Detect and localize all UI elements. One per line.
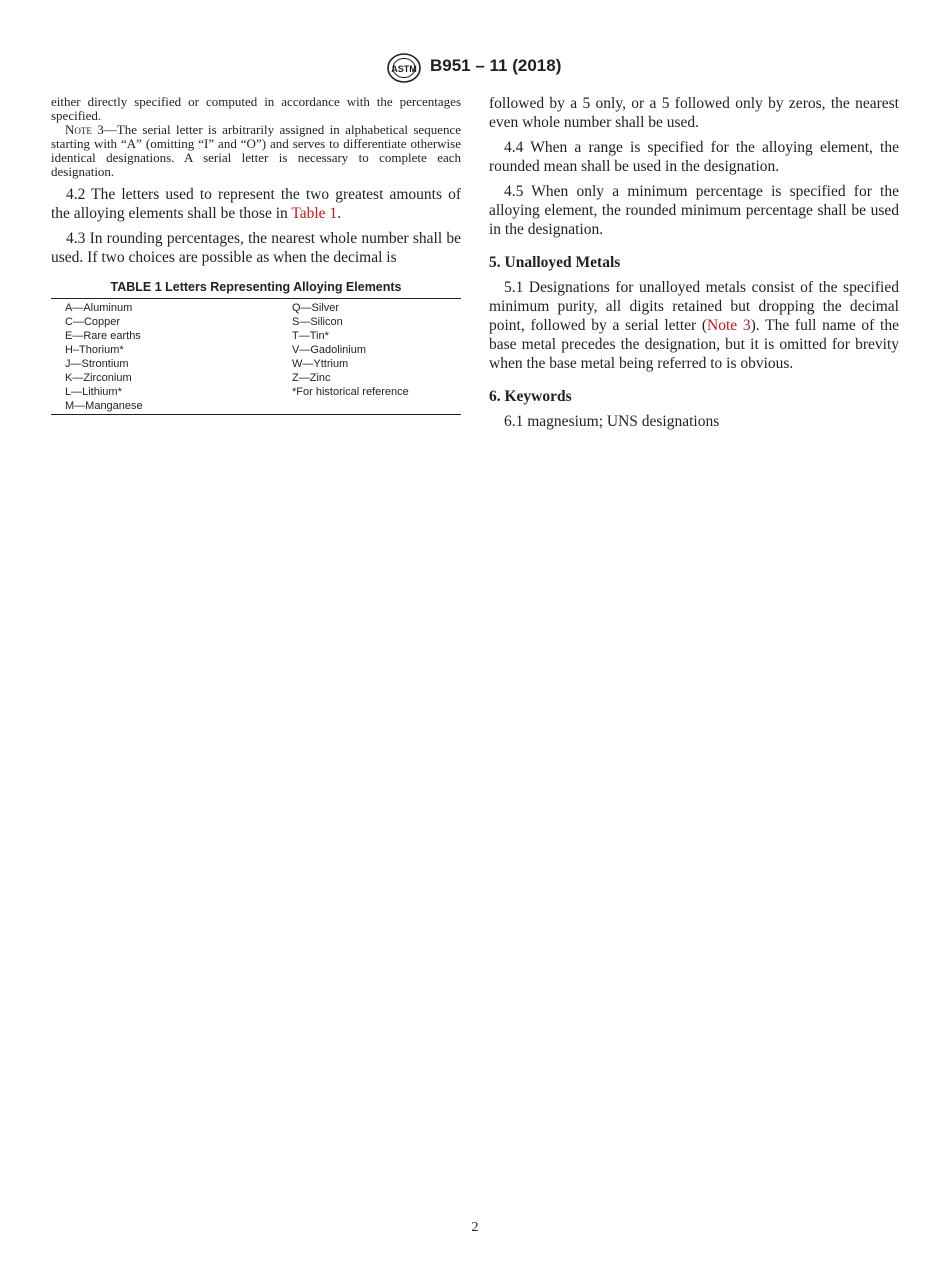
table-cell: W—Yttrium xyxy=(292,358,349,370)
table-cell: E—Rare earths xyxy=(65,330,141,342)
section-6-heading: 6. Keywords xyxy=(489,388,572,405)
table-cell: V—Gadolinium xyxy=(292,344,366,356)
paragraph-4-5: 4.5 When only a minimum percentage is specified for the alloying element, the rounded minimum percentage shall be used in the designation. xyxy=(489,183,899,238)
paragraph-5-1-text: 5.1 Designations for unalloyed metals consist of the specified minimum purity, all digits retained but dropping the decimal point, followed by a serial letter ( xyxy=(489,279,899,334)
table-cell: S—Silicon xyxy=(292,316,343,328)
table-cell: A—Aluminum xyxy=(65,302,133,314)
table-1-link[interactable]: Table 1 xyxy=(291,205,338,222)
standard-designation: B951 – 11 (2018) xyxy=(430,56,562,75)
paragraph-5-1 xyxy=(489,278,899,373)
left-column xyxy=(51,95,461,415)
section-5-heading: 5. Unalloyed Metals xyxy=(489,254,621,271)
paragraph-5-1-end: ). The full name of the base metal precedes the designation, but it is omitted for brevity when the base metal being referred to is obvious. xyxy=(489,317,899,372)
paragraph-4-2-text: 4.2 The letters used to represent the two greatest amounts of the alloying elements shall be those in xyxy=(51,186,461,222)
note-text: —The serial letter is arbitrarily assigned in alphabetical sequence starting with “A” (omitting “I” and “O”) and serves to differentiate otherwise identical designations. A serial letter is necessary to complete each designation. xyxy=(51,122,462,179)
paragraph-6-1: 6.1 magnesium; UNS designations xyxy=(504,413,720,430)
right-column xyxy=(489,94,899,431)
astm-logo xyxy=(384,52,424,84)
paragraph-4-4: 4.4 When a range is specified for the alloying element, the rounded mean shall be used in the designation. xyxy=(489,139,899,175)
table-cell: C—Copper xyxy=(65,316,121,328)
continuation-text-left: either directly specified or computed in accordance with the percentages specified. xyxy=(51,94,461,123)
paragraph-4-3: 4.3 In rounding percentages, the nearest whole number shall be used. If two choices are possible as when the decimal is xyxy=(51,230,461,266)
page-header xyxy=(0,50,950,86)
paragraph-4-2-end: . xyxy=(337,205,342,222)
table-cell: M—Manganese xyxy=(65,400,143,412)
note-label: Note xyxy=(65,122,92,137)
table-footnote: *For historical reference xyxy=(292,386,409,398)
paragraph-4-2 xyxy=(51,185,461,223)
table-cell: L—Lithium* xyxy=(65,386,122,398)
table-column-2 xyxy=(292,301,461,413)
logo-text: ASTM xyxy=(391,64,417,74)
table-1-body xyxy=(51,299,461,415)
table-1 xyxy=(51,280,461,415)
table-cell: H–Thorium* xyxy=(65,344,124,356)
table-cell: J—Strontium xyxy=(65,358,129,370)
continuation-text-right: followed by a 5 only, or a 5 followed only by zeros, the nearest even whole number shall be used. xyxy=(489,95,899,131)
note-3 xyxy=(51,123,461,179)
table-cell: K—Zirconium xyxy=(65,372,132,384)
table-cell: Z—Zinc xyxy=(292,372,331,384)
table-column-1 xyxy=(51,301,292,413)
note-3-link[interactable]: Note 3 xyxy=(707,317,751,334)
note-number: 3 xyxy=(97,122,104,137)
table-cell: Q—Silver xyxy=(292,302,340,314)
table-1-title: TABLE 1 Letters Representing Alloying Elements xyxy=(110,280,402,294)
table-cell: T—Tin* xyxy=(292,330,329,342)
page-number: 2 xyxy=(471,1220,479,1235)
